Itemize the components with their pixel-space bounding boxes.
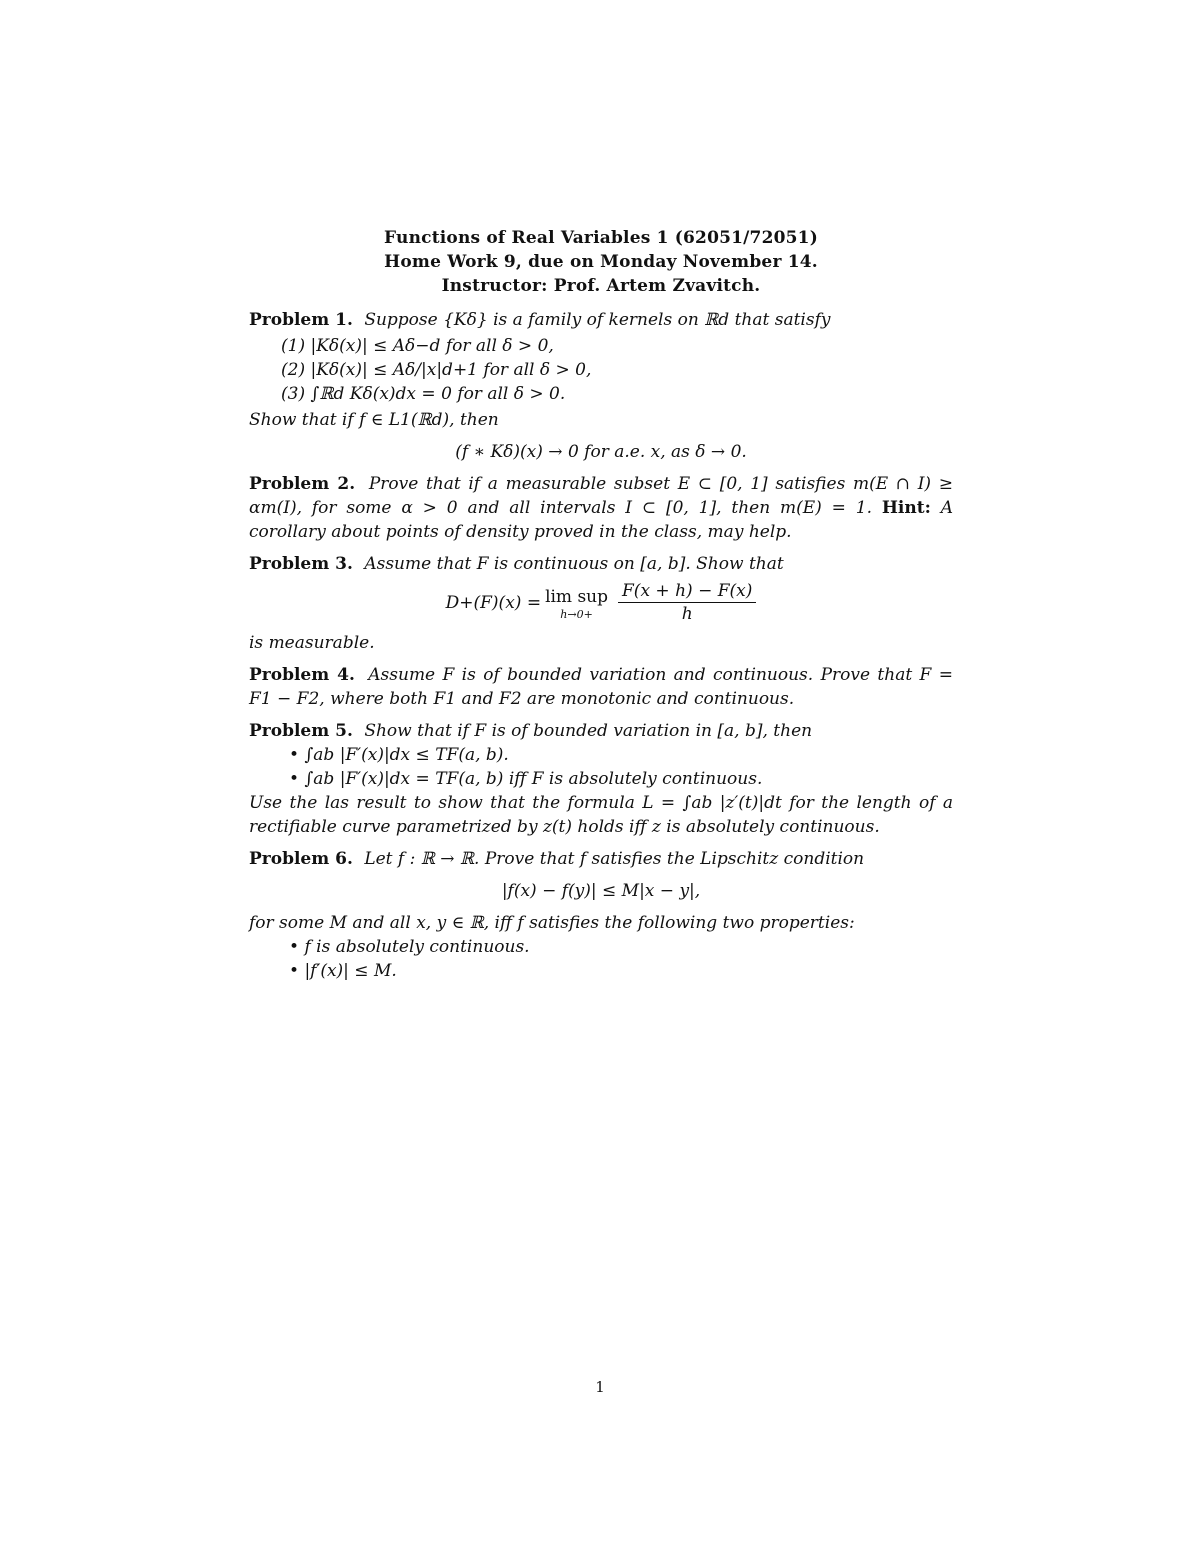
problem-6-bullet-2: • |f′(x)| ≤ M. bbox=[289, 961, 397, 981]
problem-5-label: Problem 5. bbox=[249, 721, 353, 741]
assignment-title: Home Work 9, due on Monday November 14. bbox=[384, 252, 818, 272]
problem-5 bbox=[249, 719, 953, 839]
page-number: 1 bbox=[595, 1378, 605, 1396]
problem-3-formula bbox=[249, 580, 953, 625]
problem-1-condition-2: (2) |Kδ(x)| ≤ Aδ/|x|d+1 for all δ > 0, bbox=[281, 360, 592, 380]
limsup-subscript: h→0+ bbox=[560, 608, 593, 621]
problem-5-bullet-2-text: ∫ab |F′(x)|dx = TF(a, b) iff F is absolutely continuous. bbox=[304, 769, 763, 789]
problem-2-label: Problem 2. bbox=[249, 474, 356, 494]
problem-6-after: for some M and all x, y ∈ ℝ, iff f satisfies the following two properties: bbox=[249, 913, 855, 933]
problem-1-condition-3: (3) ∫ℝd Kδ(x)dx = 0 for all δ > 0. bbox=[281, 384, 566, 404]
problem-1-condition-1: (1) |Kδ(x)| ≤ Aδ−d for all δ > 0, bbox=[281, 336, 554, 356]
problem-3-text: Assume that F is continuous on [a, b]. Show that bbox=[364, 554, 784, 574]
problem-3-after: is measurable. bbox=[249, 633, 375, 653]
problem-6-bullet-1-text: f is absolutely continuous. bbox=[304, 937, 530, 957]
problem-2-hint-label: Hint: bbox=[881, 498, 931, 518]
problem-5-after: Use the las result to show that the formula L = ∫ab |z′(t)|dt for the length of a rectifiable curve parametrized by z(t) holds iff z is absolutely continuous. bbox=[249, 793, 953, 837]
problem-6 bbox=[249, 847, 953, 983]
problem-5-bullet-2: • ∫ab |F′(x)|dx = TF(a, b) iff F is absolutely continuous. bbox=[289, 769, 763, 789]
problem-4 bbox=[249, 663, 953, 711]
limsup-text: lim sup bbox=[545, 587, 609, 607]
problem-6-bullet-2-text: |f′(x)| ≤ M. bbox=[304, 961, 397, 981]
homework-page bbox=[249, 226, 953, 983]
problem-3-label: Problem 3. bbox=[249, 554, 353, 574]
problem-5-text: Show that if F is of bounded variation in [a, b], then bbox=[364, 721, 813, 741]
fraction-numerator: F(x + h) − F(x) bbox=[618, 580, 756, 603]
problem-1-display: (f ∗ Kδ)(x) → 0 for a.e. x, as δ → 0. bbox=[455, 442, 747, 462]
problem-6-bullet-1: • f is absolutely continuous. bbox=[289, 937, 530, 957]
header bbox=[249, 226, 953, 298]
problem-3-lhs: D+(F)(x) = bbox=[445, 592, 542, 613]
instructor-line: Instructor: Prof. Artem Zvavitch. bbox=[441, 276, 761, 296]
problem-4-text: Assume F is of bounded variation and continuous. Prove that F = F1 − F2, where both F1 and F2 are monotonic and continuous. bbox=[249, 665, 953, 709]
problem-5-bullet-1-text: ∫ab |F′(x)|dx ≤ TF(a, b). bbox=[304, 745, 509, 765]
problem-6-display: |f(x) − f(y)| ≤ M|x − y|, bbox=[501, 881, 701, 901]
problem-1 bbox=[249, 308, 953, 464]
limsup-operator bbox=[545, 585, 608, 620]
problem-2-text: Prove that if a measurable subset E ⊂ [0, 1] satisfies m(E ∩ I) ≥ αm(I), for some α > 0 and all intervals I ⊂ [0, 1], then m(E) = 1. bbox=[249, 474, 953, 518]
difference-quotient bbox=[618, 580, 756, 625]
fraction-denominator: h bbox=[681, 604, 693, 624]
problem-2-hint: A corollary about points of density proved in the class, may help. bbox=[249, 498, 953, 542]
problem-4-label: Problem 4. bbox=[249, 665, 355, 685]
problem-2 bbox=[249, 472, 953, 544]
problem-5-bullet-1: • ∫ab |F′(x)|dx ≤ TF(a, b). bbox=[289, 745, 509, 765]
problem-3 bbox=[249, 552, 953, 655]
problem-1-intro: Suppose {Kδ} is a family of kernels on ℝd that satisfy bbox=[364, 310, 831, 330]
problem-1-conditions bbox=[281, 334, 953, 406]
problem-6-text: Let f : ℝ → ℝ. Prove that f satisfies the Lipschitz condition bbox=[364, 849, 865, 869]
problem-6-label: Problem 6. bbox=[249, 849, 353, 869]
problem-1-label: Problem 1. bbox=[249, 310, 353, 330]
course-title: Functions of Real Variables 1 (62051/72051) bbox=[384, 228, 818, 248]
problem-1-show: Show that if f ∈ L1(ℝd), then bbox=[249, 410, 499, 430]
